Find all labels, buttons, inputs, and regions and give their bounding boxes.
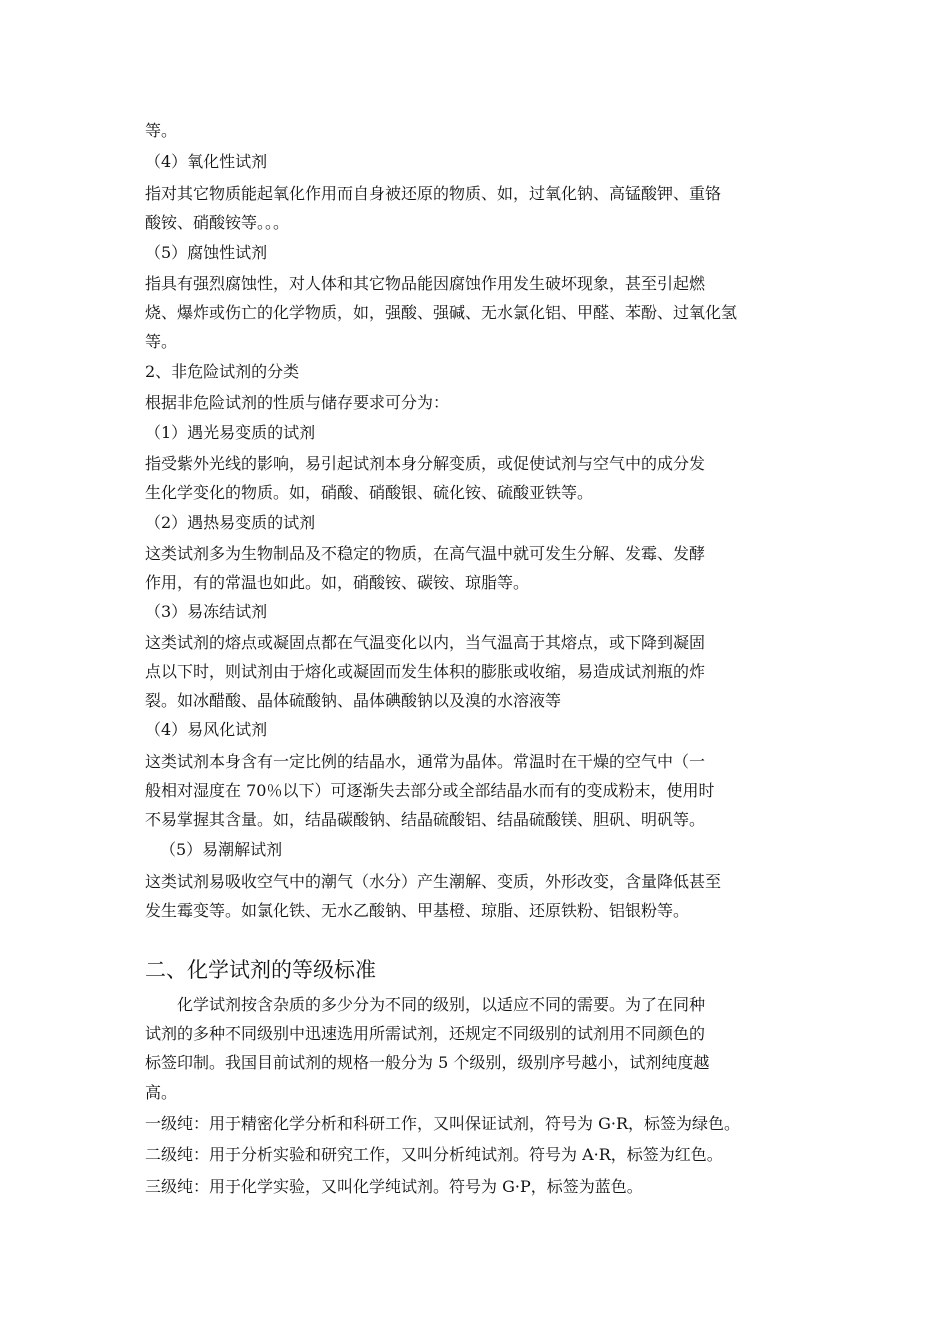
text-line: 等。 — [145, 332, 178, 351]
subheading-corrosive: （5）腐蚀性试剂 — [145, 243, 268, 262]
subheading-light-sensitive: （1）遇光易变质的试剂 — [145, 423, 316, 442]
section-heading: 二、化学试剂的等级标准 — [145, 958, 376, 982]
text-line: 烧、爆炸或伤亡的化学物质，如，强酸、强碱、无水氯化铝、甲醛、苯酚、过氧化氢 — [145, 303, 738, 322]
text-line: 标签印制。我国目前试剂的规格一般分为 5 个级别，级别序号越小，试剂纯度越 — [145, 1053, 710, 1072]
subheading-freezing: （3）易冻结试剂 — [145, 602, 268, 621]
text-line: 不易掌握其含量。如，结晶碳酸钠、结晶硫酸铝、结晶硫酸镁、胆矾、明矾等。 — [145, 810, 706, 829]
text-line: 点以下时，则试剂由于熔化或凝固而发生体积的膨胀或收缩，易造成试剂瓶的炸 — [145, 662, 706, 681]
grade-2-line: 二级纯：用于分析实验和研究工作，又叫分析纯试剂。符号为 A·R，标签为红色。 — [145, 1145, 723, 1164]
text-line: 指对其它物质能起氧化作用而自身被还原的物质、如，过氧化钠、高锰酸钾、重铬 — [145, 184, 722, 203]
text-line: 作用，有的常温也如此。如，硝酸铵、碳铵、琼脂等。 — [145, 573, 530, 592]
text-line: 化学试剂按含杂质的多少分为不同的级别，以适应不同的需要。为了在同种 — [177, 995, 706, 1014]
grade-1-line: 一级纯：用于精密化学分析和科研工作，又叫保证试剂，符号为 G·R，标签为绿色。 — [145, 1114, 741, 1133]
subheading-non-hazardous: 2、非危险试剂的分类 — [145, 362, 300, 381]
grade-3-line: 三级纯：用于化学实验，又叫化学纯试剂。符号为 G·P，标签为蓝色。 — [145, 1177, 643, 1196]
text-line: 指具有强烈腐蚀性，对人体和其它物品能因腐蚀作用发生破坏现象，甚至引起燃 — [145, 274, 706, 293]
text-line: 这类试剂的熔点或凝固点都在气温变化以内，当气温高于其熔点，或下降到凝固 — [145, 633, 706, 652]
text-line: 指受紫外光线的影响，易引起试剂本身分解变质，或促使试剂与空气中的成分发 — [145, 454, 706, 473]
subheading-deliquescent: （5）易潮解试剂 — [160, 840, 283, 859]
subheading-efflorescent: （4）易风化试剂 — [145, 720, 268, 739]
subheading-oxidizing: （4）氧化性试剂 — [145, 152, 268, 171]
text-line: 裂。如冰醋酸、晶体硫酸钠、晶体碘酸钠以及溴的水溶液等 — [145, 691, 562, 710]
text-line: 酸铵、硝酸铵等。。。 — [145, 213, 290, 232]
text-line: 般相对湿度在 70％以下）可逐渐失去部分或全部结晶水而有的变成粉末，使用时 — [145, 781, 715, 800]
text-line: 这类试剂多为生物制品及不稳定的物质，在高气温中就可发生分解、发霉、发酵 — [145, 544, 706, 563]
text-line: 高。 — [145, 1083, 178, 1102]
text-line: 生化学变化的物质。如，硝酸、硝酸银、硫化铵、硫酸亚铁等。 — [145, 483, 594, 502]
subheading-heat-sensitive: （2）遇热易变质的试剂 — [145, 513, 316, 532]
text-line: 根据非危险试剂的性质与储存要求可分为： — [145, 393, 450, 412]
text-line: 试剂的多种不同级别中迅速选用所需试剂，还规定不同级别的试剂用不同颜色的 — [145, 1024, 706, 1043]
text-line: 等。 — [145, 121, 178, 140]
text-line: 这类试剂易吸收空气中的潮气（水分）产生潮解、变质，外形改变，含量降低甚至 — [145, 872, 722, 891]
text-line: 这类试剂本身含有一定比例的结晶水，通常为晶体。常温时在干燥的空气中（一 — [145, 752, 706, 771]
text-line: 发生霉变等。如氯化铁、无水乙酸钠、甲基橙、琼脂、还原铁粉、铝银粉等。 — [145, 901, 690, 920]
